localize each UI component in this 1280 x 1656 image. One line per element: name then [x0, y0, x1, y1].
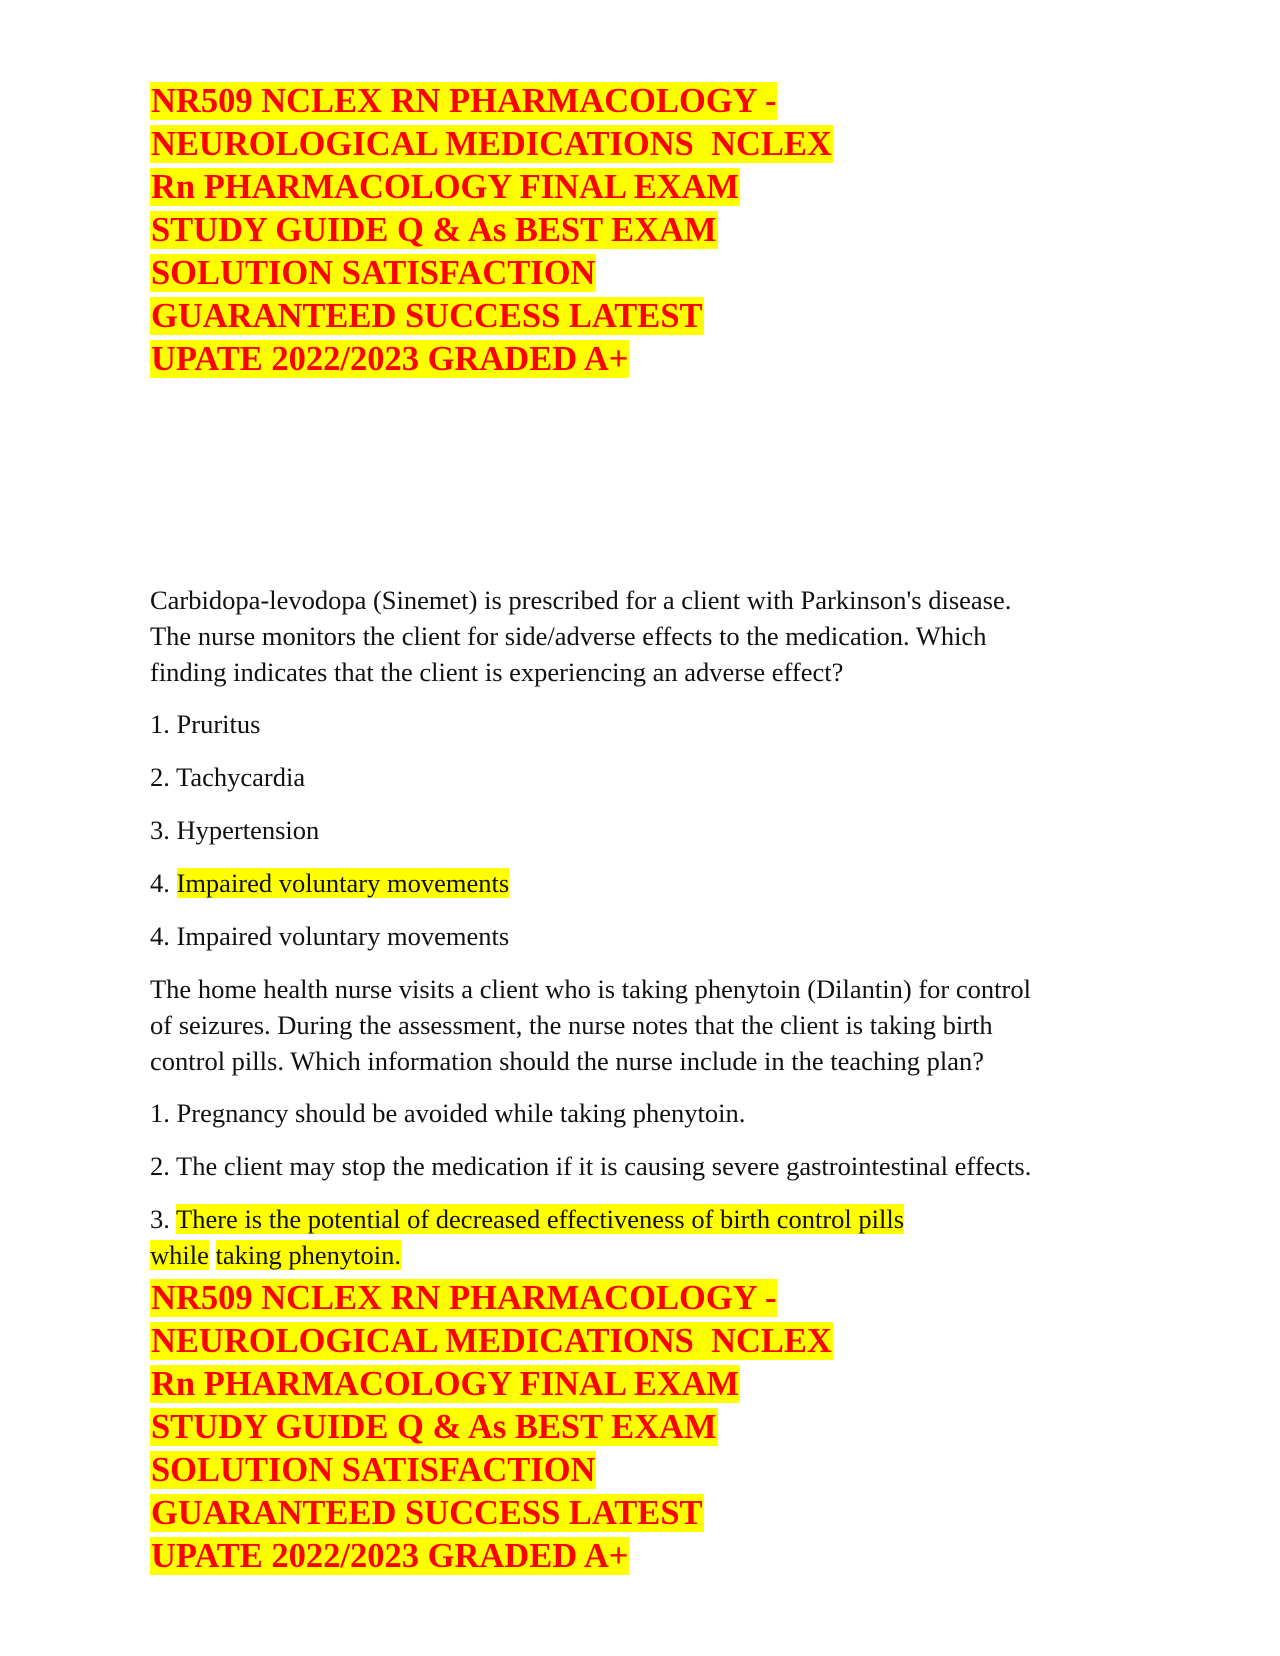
question-1-stem: Carbidopa-levodopa (Sinemet) is prescribed for a client with Parkinson's disease. The nurse monitors the client for side/adverse effects to the medication. Which finding indicates that the client is experiencing an adverse effect?	[150, 585, 1012, 687]
title-line: NEUROLOGICAL MEDICATIONS NCLEX	[151, 125, 832, 163]
title-line: STUDY GUIDE Q & As BEST EXAM	[151, 211, 717, 249]
title-line: GUARANTEED SUCCESS LATEST	[151, 297, 703, 335]
title-line: UPATE 2022/2023 GRADED A+	[151, 1537, 629, 1575]
title-line: NEUROLOGICAL MEDICATIONS NCLEX	[151, 1322, 832, 1360]
question-1-option-2: 2. Tachycardia	[150, 762, 306, 792]
title-line: NR509 NCLEX RN PHARMACOLOGY -	[151, 1279, 777, 1317]
question-1-option-3: 3. Hypertension	[150, 815, 320, 845]
document-title-repeat	[150, 1277, 870, 1578]
title-line: UPATE 2022/2023 GRADED A+	[151, 340, 629, 378]
question-2-option-3-highlighted: 3. There is the potential of decreased effectiveness of birth control pills while taking phenytoin.	[150, 1204, 905, 1270]
title-line: GUARANTEED SUCCESS LATEST	[151, 1494, 703, 1532]
question-1-option-1: 1. Pruritus	[150, 709, 261, 739]
document-title	[150, 80, 870, 381]
question-2-option-2: 2. The client may stop the medication if it is causing severe gastrointestinal effects.	[150, 1151, 1032, 1181]
title-line: Rn PHARMACOLOGY FINAL EXAM	[151, 168, 740, 206]
title-line: STUDY GUIDE Q & As BEST EXAM	[151, 1408, 717, 1446]
title-line: SOLUTION SATISFACTION	[151, 254, 596, 292]
title-line: Rn PHARMACOLOGY FINAL EXAM	[151, 1365, 740, 1403]
question-1-answer: 4. Impaired voluntary movements	[150, 921, 510, 951]
question-2-stem: The home health nurse visits a client who is taking phenytoin (Dilantin) for control of seizures. During the assessment, the nurse notes that the client is taking birth control pills. Which information should the nurse include in the teaching plan?	[150, 974, 1031, 1076]
title-line: SOLUTION SATISFACTION	[151, 1451, 596, 1489]
question-2-option-1: 1. Pregnancy should be avoided while taking phenytoin.	[150, 1098, 746, 1128]
question-1-option-4-highlighted: 4. Impaired voluntary movements	[150, 868, 510, 898]
title-line: NR509 NCLEX RN PHARMACOLOGY -	[151, 82, 777, 120]
